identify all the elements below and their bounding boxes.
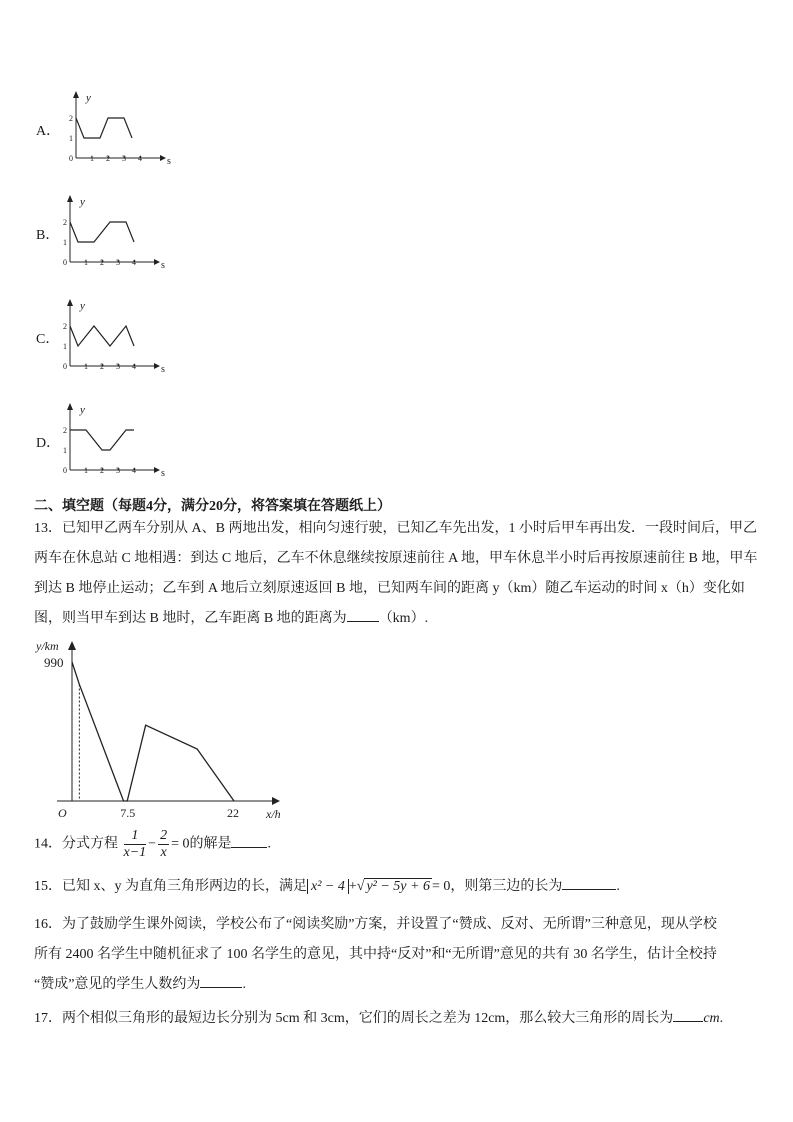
q15-prefix: 15．已知 x、y 为直角三角形两边的长，满足 xyxy=(34,879,307,894)
x-axis-arrow-icon xyxy=(154,363,160,369)
x-tick-label: 22 xyxy=(227,806,239,820)
option-d-graph xyxy=(62,400,172,480)
origin-label: O xyxy=(58,806,67,820)
x-axis-label: s xyxy=(161,260,165,271)
y-tick-label: 1 xyxy=(63,342,67,351)
y-tick-label: 1 xyxy=(63,446,67,455)
q15-plus: + xyxy=(348,879,357,894)
option-b-label: B． xyxy=(36,228,60,243)
x-axis-arrow-icon xyxy=(154,467,160,473)
q16-line3-text: “赞成”意见的学生人数约为 xyxy=(34,977,201,992)
x-tick-label: 1 xyxy=(84,466,88,475)
q15-abs-expr: x² − 4 xyxy=(307,879,349,894)
y-axis-arrow-icon xyxy=(67,403,73,410)
q13-line2: 两车在休息站 C 地相遇：到达 C 地后，乙车不休息继续按原速前往 A 地，甲车休息半小时后再按原速前往 B 地，甲车 xyxy=(34,551,758,566)
origin-label: 0 xyxy=(63,362,67,371)
q15-end: . xyxy=(616,879,620,894)
q15-sqrt-icon: √ xyxy=(356,879,365,894)
x-axis-arrow-icon xyxy=(154,259,160,265)
q15-sqrt-expr: y² − 5y + 6 xyxy=(366,879,430,894)
option-d-label: D． xyxy=(36,436,61,451)
x-tick-label: 4 xyxy=(132,258,136,267)
origin-label: 0 xyxy=(63,258,67,267)
x-axis-arrow-icon xyxy=(272,797,280,805)
y-tick-label: 1 xyxy=(69,134,73,143)
q13-line1: 13．已知甲乙两车分别从 A、B 两地出发，相向匀速行驶，已知乙车先出发，1 小时后甲车再出发．一段时间后，甲乙 xyxy=(34,521,757,536)
option-b-graph xyxy=(62,192,172,272)
q16-line3 xyxy=(34,970,764,1000)
option-a-label: A． xyxy=(36,124,61,139)
option-a-graph xyxy=(68,88,178,168)
x-tick-label: 1 xyxy=(84,258,88,267)
q16-answer-blank[interactable] xyxy=(200,973,242,988)
x-axis-label: s xyxy=(167,156,171,167)
x-tick-label: 4 xyxy=(132,466,136,475)
q16-line1: 16．为了鼓励学生课外阅读，学校公布了“阅读奖励”方案，并设置了“赞成、反对、无所谓”三种意见，现从学校 xyxy=(34,917,717,932)
x-tick-label: 4 xyxy=(138,154,142,163)
x-axis-label: s xyxy=(161,364,165,375)
q16-line3-end: . xyxy=(242,977,246,992)
q14-end: . xyxy=(267,836,271,852)
y-tick-label: 990 xyxy=(44,655,64,670)
q17-text: 17．两个相似三角形的最短边长分别为 5cm 和 3cm，它们的周长之差为 12cm，那么较大三角形的周长为 xyxy=(34,1011,674,1026)
q13-line3: 到达 B 地停止运动；乙车到 A 地后立刻原速返回 B 地，已知两车间的距离 y（km）随乙车运动的时间 x（h）变化如 xyxy=(34,581,745,596)
q16-line2: 所有 2400 名学生中随机征求了 100 名学生的意见，其中持“反对”和“无所谓”意见的共有 30 名学生，估计全校持 xyxy=(34,947,717,962)
x-tick-label: 2 xyxy=(100,258,104,267)
q14-answer-blank[interactable] xyxy=(231,833,267,848)
option-c-graph xyxy=(62,296,172,376)
x-axis-label: x/h xyxy=(266,807,281,821)
distance-time-chart xyxy=(34,636,294,821)
y-axis-arrow-icon xyxy=(73,91,79,98)
q14-suffix: = 0的解是 xyxy=(171,836,232,852)
x-tick-label: 1 xyxy=(90,154,94,163)
x-tick-label: 2 xyxy=(100,466,104,475)
q15-eq: = 0，则第三边的长为 xyxy=(431,879,563,894)
y-tick-label: 2 xyxy=(63,426,67,435)
option-c-label: C． xyxy=(36,332,60,347)
y-tick-label: 2 xyxy=(63,218,67,227)
x-tick-label: 3 xyxy=(116,258,120,267)
q14-minus: − xyxy=(148,836,157,852)
question-15 xyxy=(34,872,764,902)
x-axis-label: s xyxy=(161,468,165,479)
question-17 xyxy=(34,1004,764,1034)
q13-answer-blank[interactable] xyxy=(347,607,379,622)
graph-line xyxy=(76,118,132,138)
x-tick-label: 3 xyxy=(116,362,120,371)
question-16 xyxy=(34,910,764,1000)
y-tick-label: 1 xyxy=(63,238,67,247)
q15-answer-blank[interactable] xyxy=(562,875,616,890)
q14-prefix: 14．分式方程 xyxy=(34,836,118,852)
y-axis-label: y xyxy=(86,92,91,104)
section-title: 二、填空题（每题4分，满分20分，将答案填在答题纸上） xyxy=(34,499,391,514)
q14-f2-num: 2 xyxy=(160,828,168,843)
q13-line4-end: （km）. xyxy=(378,611,429,626)
y-axis-label: y xyxy=(80,196,85,208)
x-tick-label: 3 xyxy=(122,154,126,163)
x-axis-arrow-icon xyxy=(160,155,166,161)
q14-f1-den: x−1 xyxy=(123,845,147,860)
y-axis-arrow-icon xyxy=(67,195,73,202)
y-axis-label: y xyxy=(80,404,85,416)
q14-fraction-1 xyxy=(124,828,147,861)
y-axis-label: y/km xyxy=(36,639,59,653)
q13-line4-text: 图，则当甲车到达 B 地时，乙车距离 B 地的距离为 xyxy=(34,611,347,626)
y-axis-arrow-icon xyxy=(67,299,73,306)
x-tick-label: 2 xyxy=(106,154,110,163)
y-axis-arrow-icon xyxy=(68,641,76,650)
distance-line xyxy=(72,662,234,801)
question-14 xyxy=(34,828,764,861)
graph-line xyxy=(70,326,134,346)
q13-line4 xyxy=(34,604,764,634)
y-tick-label: 2 xyxy=(63,322,67,331)
y-axis-label: y xyxy=(80,300,85,312)
x-tick-label: 7.5 xyxy=(120,806,136,820)
origin-label: 0 xyxy=(63,466,67,475)
graph-line xyxy=(70,222,134,242)
q14-fraction-2 xyxy=(158,828,169,861)
graph-line xyxy=(70,430,134,450)
question-13 xyxy=(34,514,764,634)
q17-answer-blank[interactable] xyxy=(673,1007,703,1022)
x-tick-label: 4 xyxy=(132,362,136,371)
x-tick-label: 1 xyxy=(84,362,88,371)
q14-f2-den: x xyxy=(160,845,167,860)
q14-f1-num: 1 xyxy=(124,828,147,845)
x-tick-label: 3 xyxy=(116,466,120,475)
q17-end: . xyxy=(719,1011,724,1026)
x-tick-label: 2 xyxy=(100,362,104,371)
y-tick-label: 2 xyxy=(69,114,73,123)
origin-label: 0 xyxy=(69,154,73,163)
q17-unit: cm xyxy=(703,1011,720,1026)
